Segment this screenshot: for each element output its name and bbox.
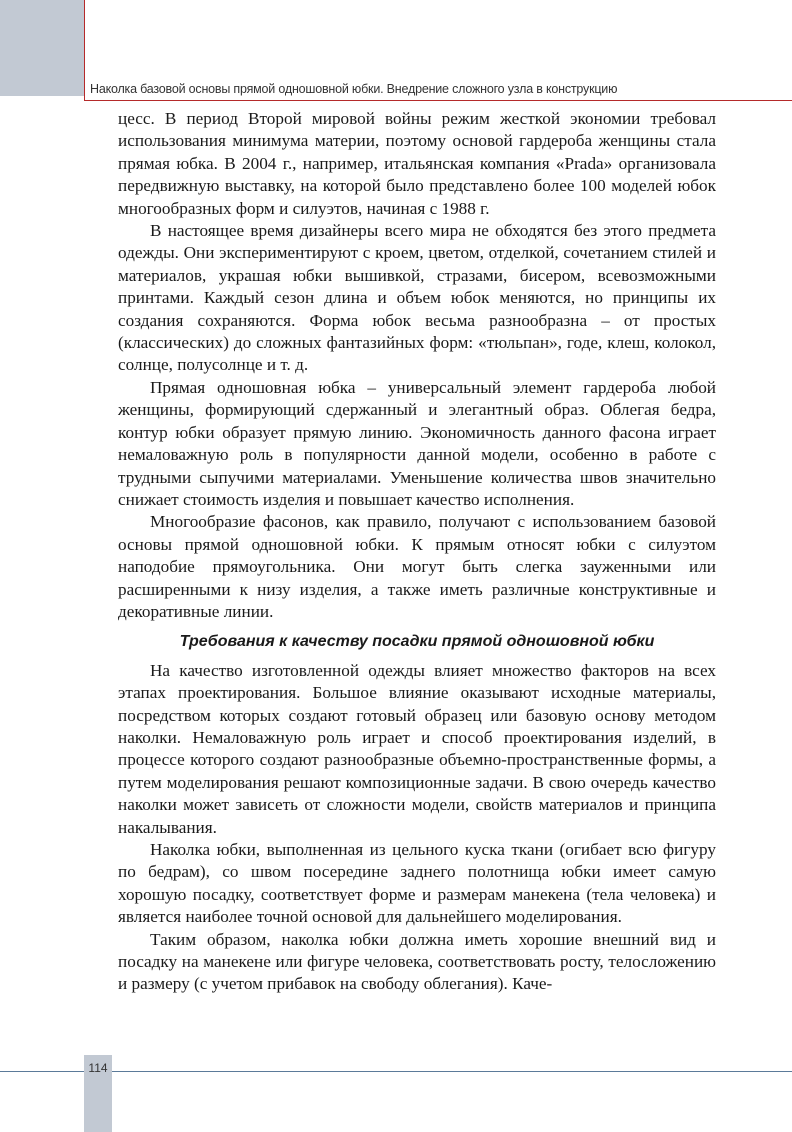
paragraph-4: Многообразие фасонов, как правило, получают с использованием базовой основы прямой одношовной юбки. К прямым относят юбки с силуэтом наподобие прямоугольника. Они могут быть слегка зауженными или расширенными к низу изделия, а также иметь различные конструктивные и декоративные линии. (118, 512, 716, 621)
page-number: 114 (84, 1061, 112, 1075)
header-vertical-rule (84, 0, 85, 101)
paragraph-6: Наколка юбки, выполненная из цельного куска ткани (огибает всю фигуру по бедрам), со швом посередине заднего полотнища юбки имеет самую хорошую посадку, соответствует форме и размерам манекена (тела человека) и является наиболее точной основой для дальнейшего моделирования. (118, 840, 716, 927)
paragraph-5: На качество изготовленной одежды влияет множество факторов на всех этапах проектирования. Большое влияние оказывают исходные материалы, посредством которых создают готовый образец или базовую основу методом наколки. Немаловажную роль играет и способ проектирования изделий, в процессе которого создают разнообразные объемно-пространственные формы, а путем моделирования решают композиционные задачи. В свою очередь качество наколки может зависеть от сложности модели, свойств материалов и принципа накалывания. (118, 660, 716, 837)
paragraph-3: Прямая одношовная юбка – универсальный элемент гардероба любой женщины, формирующий сдержанный и элегантный образ. Облегая бедра, контур юбки образует прямую линию. Экономичность данного фасона играет немаловажную роль в популярности данной модели, особенно в работе с трудными сыпучими материалами. Уменьшение количества швов значительно снижает стоимость изделия и повышает качество исполнения. (118, 377, 716, 509)
sidebar-decor-top (0, 0, 84, 96)
section-heading: Требования к качеству посадки прямой одношовной юбки (179, 633, 655, 651)
footer-rule (0, 1071, 792, 1072)
paragraph-1: цесс. В период Второй мировой войны режим жесткой экономии требовал использования минимума материи, поэтому основой гардероба женщины стала прямая юбка. В 2004 г., например, итальянская компания «Prada» организовала передвижную выставку, на которой было представлено более 100 моделей юбок многообразных форм и силуэтов, начиная с 1988 г. (118, 109, 716, 218)
paragraph-7: Таким образом, наколка юбки должна иметь хорошие внешний вид и посадку на манекене или фигуре человека, соответствовать росту, телосложению и размеру (с учетом прибавок на свободу облегания). Каче- (118, 929, 716, 994)
paragraph-2: В настоящее время дизайнеры всего мира не обходятся без этого предмета одежды. Они экспериментируют с кроем, цветом, отделкой, сочетанием стилей и материалов, украшая юбки вышивкой, стразами, бисером, всевозможными принтами. Каждый сезон длина и объем юбок меняются, но принципы их создания сохраняются. Форма юбок весьма разнообразна – от простых (классических) до сложных фантазийных форм: «тюльпан», годе, клеш, колокол, солнце, полусолнце и т. д. (118, 221, 716, 375)
header-rule (84, 100, 792, 101)
running-title: Наколка базовой основы прямой одношовной юбки. Внедрение сложного узла в конструкцию (90, 82, 618, 96)
page-body (118, 108, 716, 996)
